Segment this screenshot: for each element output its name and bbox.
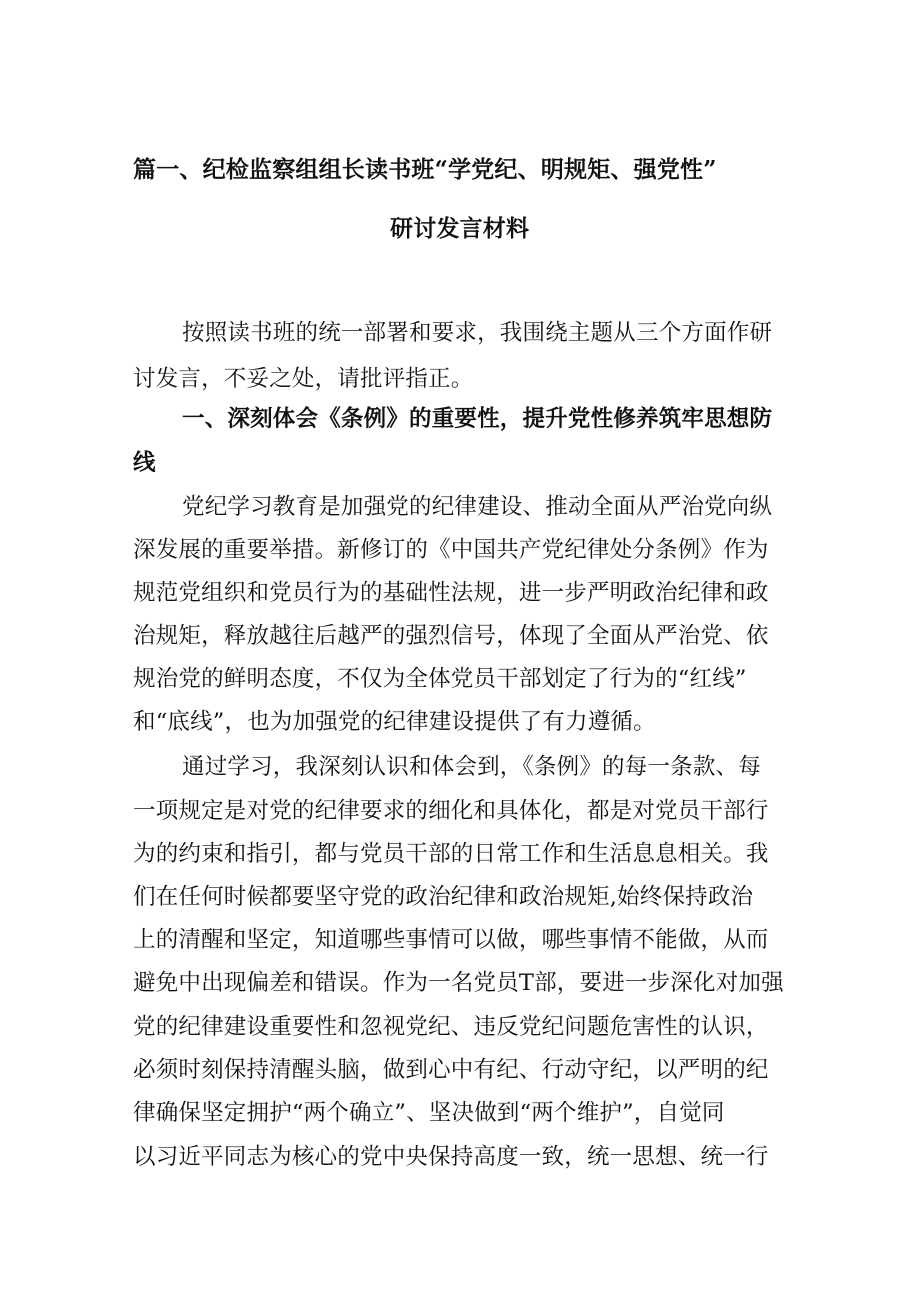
paragraph-3-line-2: 一项规定是对党的纪律要求的细化和具体化，都是对党员干部行 — [133, 798, 769, 824]
paragraph-3-line-7: 党的纪律建设重要性和忽视党纪、违反党纪问题危害性的认识， — [133, 1014, 769, 1040]
paragraph-3-line-1: 通过学习，我深刻认识和体会到，《条例》的每一条款、每 — [182, 754, 761, 780]
paragraph-3-line-8: 必须时刻保持清醒头脑，做到心中有纪、行动守纪，以严明的纪 — [133, 1057, 769, 1083]
document-title-line-1: 篇一、纪检监察组组长读书班“学党纪、明规矩、强党性” — [133, 156, 717, 183]
paragraph-3-line-3: 为的约束和指引，都与党员干部的日常工作和生活息息相关。我 — [133, 841, 769, 867]
paragraph-2-line-5: 规治党的鲜明态度，不仅为全体党员干部划定了行为的“红线” — [133, 666, 747, 692]
paragraph-2-line-3: 规范党组织和党员行为的基础性法规，进一步严明政治纪律和政 — [133, 580, 769, 606]
paragraph-1-line-1: 按照读书班的统一部署和要求，我围绕主题从三个方面作研 — [182, 320, 773, 346]
paragraph-3-line-5: 上的清醒和坚定，知道哪些事情可以做，哪些事情不能做，从而 — [133, 927, 769, 953]
paragraph-2-line-6: 和“底线”，也为加强党的纪律建设提供了有力遵循。 — [133, 709, 656, 735]
paragraph-2-line-1: 党纪学习教育是加强党的纪律建设、推动全面从严治党向纵 — [182, 494, 773, 520]
paragraph-2-line-2: 深发展的重要举措。新修订的《中国共产党纪律处分条例》作为 — [133, 537, 769, 563]
paragraph-3-line-6: 避免中出现偏差和错误。作为一名党员T部，要进一步深化对加强 — [133, 970, 784, 996]
paragraph-3-line-4: 们在任何时候都要坚守党的政治纪律和政治规矩,始终保持政治 — [133, 884, 754, 910]
paragraph-3-line-9: 律确保坚定拥护“两个确立”、坚决做到“两个维护”，自觉同 — [133, 1100, 725, 1126]
paragraph-2-line-4: 治规矩，释放越往后越严的强烈信号，体现了全面从严治党、依 — [133, 623, 769, 649]
section-heading-1-line-1: 一、深刻体会《条例》的重要性，提升党性修养筑牢思想防 — [182, 406, 773, 432]
paragraph-1-line-2: 讨发言，不妥之处，请批评指正。 — [133, 366, 474, 392]
document-title-line-2: 研讨发言材料 — [390, 215, 530, 242]
paragraph-3-line-10: 以习近平同志为核心的党中央保持高度一致，统一思想、统一行 — [133, 1144, 769, 1170]
section-heading-1-line-2: 线 — [133, 450, 156, 476]
